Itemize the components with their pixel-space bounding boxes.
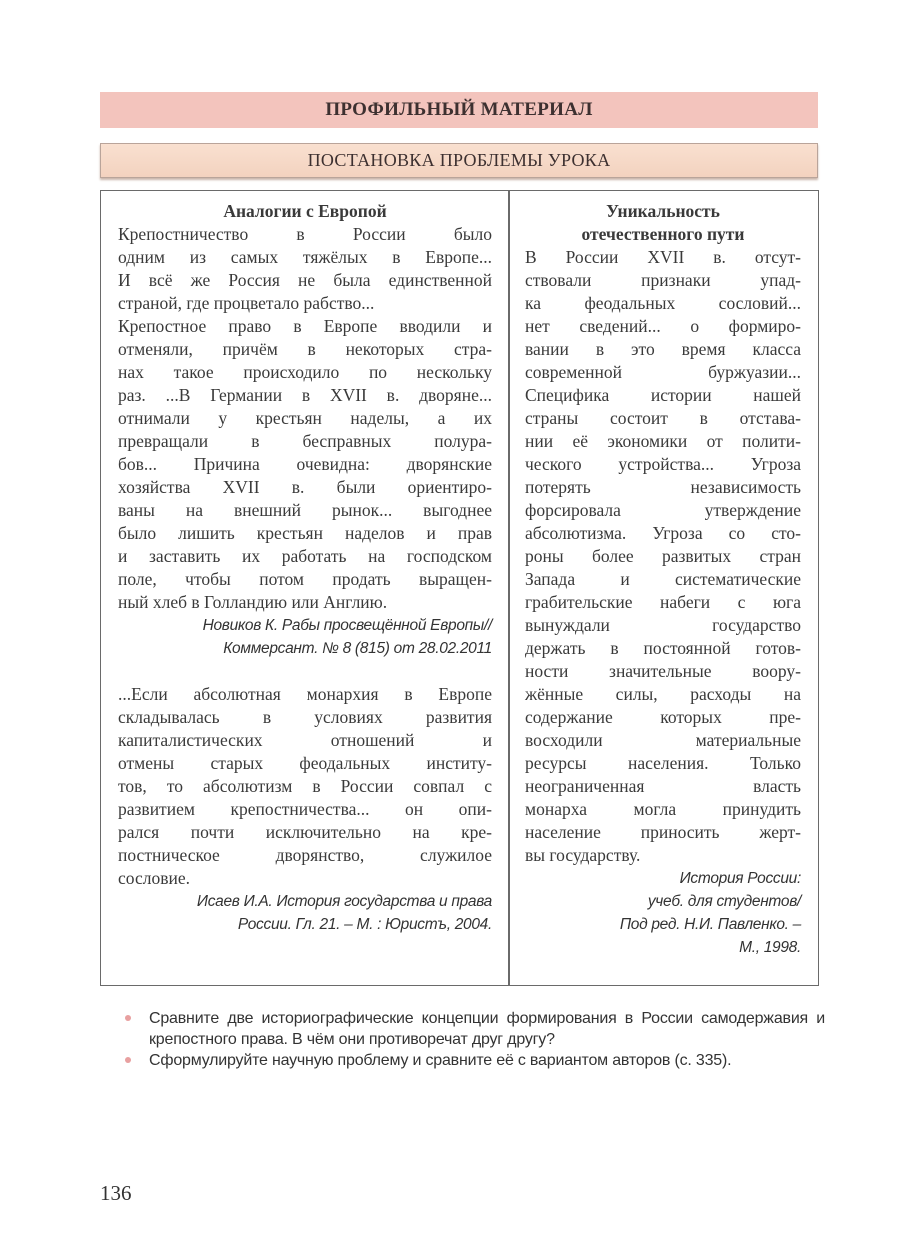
citation [118, 890, 492, 936]
text-line: форсировала утверждение [525, 500, 801, 520]
text-line: отнимали у крестьян наделы, а их [118, 408, 492, 428]
text-line: нет сведений... о формиро- [525, 316, 801, 336]
text-line: Крепостное право в Европе вводили и [118, 316, 492, 336]
text-line: ческого устройства... Угроза [525, 454, 801, 474]
question-item [125, 1050, 825, 1071]
citation-line: учеб. для студентов/ [647, 893, 801, 910]
quote-section [118, 683, 492, 936]
section-title: ПРОФИЛЬНЫЙ МАТЕРИАЛ [325, 99, 593, 120]
text-line: превращали в бесправных полура- [118, 431, 492, 451]
citation [118, 614, 492, 660]
text-line: вынуждали государство [525, 615, 801, 635]
column-divider [508, 190, 510, 986]
citation-line: России. Гл. 21. – М. : Юристъ, 2004. [237, 916, 492, 933]
quote-section [118, 223, 492, 660]
text-line: страны состоит в отстава- [525, 408, 801, 428]
column-heading-line: Уникальность [606, 201, 720, 221]
text-line: ка феодальных сословий... [525, 293, 801, 313]
column-heading [525, 200, 801, 246]
citation-line: Исаев И.А. История государства и права [196, 893, 492, 910]
column-heading-line: Аналогии с Европой [223, 201, 387, 221]
text-line: развитием крепостничества... он опи- [118, 799, 492, 819]
text-line: содержание которых пре- [525, 707, 801, 727]
right-column-unique-path [525, 200, 801, 982]
subsection-title-banner [100, 143, 818, 178]
bullet-icon [125, 1015, 131, 1021]
bullet-icon [125, 1057, 131, 1063]
text-line: Специфика истории нашей [525, 385, 801, 405]
column-heading-line: отечественного пути [581, 224, 745, 244]
text-line: вы государству. [525, 845, 641, 865]
section-title-banner [100, 92, 818, 128]
text-line: складывалась в условиях развития [118, 707, 492, 727]
text-line: неограниченная власть [525, 776, 801, 796]
text-line: жённые силы, расходы на [525, 684, 801, 704]
text-line: восходили материальные [525, 730, 801, 750]
citation [525, 867, 801, 959]
text-line: держать в постоянной готов- [525, 638, 801, 658]
column-heading [118, 200, 492, 223]
text-line: бов... Причина очевидна: дворянские [118, 454, 492, 474]
text-line: вании в это время класса [525, 339, 801, 359]
text-line: ресурсы населения. Только [525, 753, 801, 773]
text-line: современной буржуазии... [525, 362, 801, 382]
text-line: было лишить крестьян наделов и прав [118, 523, 492, 543]
text-line: поле, чтобы потом продать выращен- [118, 569, 492, 589]
text-line: монарха могла принудить [525, 799, 801, 819]
text-line: население приносить жерт- [525, 822, 801, 842]
text-line: раз. ...В Германии в XVII в. дворяне... [118, 385, 492, 405]
text-line: страной, где процветало рабство... [118, 293, 375, 313]
text-line: абсолютизма. Угроза со сто- [525, 523, 801, 543]
question-item [125, 1008, 825, 1050]
text-line: Запада и систематические [525, 569, 801, 589]
text-line: ности значительные воору- [525, 661, 801, 681]
text-line: ный хлеб в Голландию или Англию. [118, 592, 388, 612]
text-line: Крепостничество в России было [118, 224, 492, 244]
text-line: роны более развитых стран [525, 546, 801, 566]
quote-section [525, 246, 801, 959]
question-text: Сформулируйте научную проблему и сравните её с вариантом авторов (с. 335). [149, 1052, 732, 1069]
text-line: ваны на внешний рынок... выгоднее [118, 500, 492, 520]
text-line: нии её экономики от полити- [525, 431, 801, 451]
citation-line: Под ред. Н.И. Павленко. – [619, 916, 801, 933]
subsection-title: ПОСТАНОВКА ПРОБЛЕМЫ УРОКА [307, 150, 611, 170]
text-line: сословие. [118, 868, 190, 888]
questions-list [125, 1008, 825, 1071]
text-line: и заставить их работать на господском [118, 546, 492, 566]
citation-line: Новиков К. Рабы просвещённой Европы// [202, 617, 492, 634]
citation-line: М., 1998. [739, 939, 801, 956]
text-line: капиталистических отношений и [118, 730, 492, 750]
text-line: отмены старых феодальных институ- [118, 753, 492, 773]
text-line: хозяйства XVII в. были ориентиро- [118, 477, 492, 497]
text-line: грабительские набеги с юга [525, 592, 801, 612]
text-line: отменяли, причём в некоторых стра- [118, 339, 492, 359]
citation-line: История России: [679, 870, 801, 887]
left-column-europe-analogies [118, 200, 492, 959]
citation-line: Коммерсант. № 8 (815) от 28.02.2011 [223, 640, 492, 657]
text-line: рался почти исключительно на кре- [118, 822, 492, 842]
text-line: постническое дворянство, служилое [118, 845, 492, 865]
question-text: Сравните две историографические концепции формирования в России самодержавия и крепостного права. В чём они противоречат друг другу? [149, 1010, 825, 1048]
text-line: В России XVII в. отсут- [525, 247, 801, 267]
text-line: одним из самых тяжёлых в Европе... [118, 247, 492, 267]
text-line: нах такое происходило по нескольку [118, 362, 492, 382]
page-number: 136 [100, 1181, 132, 1205]
text-line: ствовали признаки упад- [525, 270, 801, 290]
text-line: ...Если абсолютная монархия в Европе [118, 684, 492, 704]
text-line: потерять независимость [525, 477, 801, 497]
text-line: тов, то абсолютизм в России совпал с [118, 776, 492, 796]
text-line: И всё же Россия не была единственной [118, 270, 492, 290]
